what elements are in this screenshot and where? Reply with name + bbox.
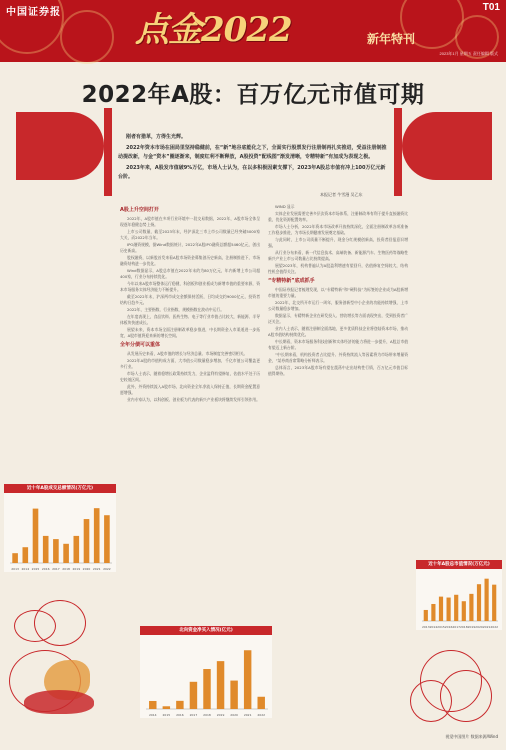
chart-total-market-value (416, 560, 502, 630)
article-paragraph: 展望未来，资本市场全面注册制改革稳步推进，中长期资金入市渠道进一步拓宽，A股市值将迎来新的增长空间。 (120, 327, 260, 338)
lead-line: 刚者有猎革，方得生光辉。 (126, 134, 187, 140)
bar (431, 604, 435, 621)
article-paragraph: 中长期看，资本市场服务科技创新和实体经济的能力将进一步提升，A股总市值有望迈上新台阶。 (268, 339, 408, 350)
chart-title: 北向资金净买入情况(亿元) (140, 626, 272, 635)
article-paragraph: “中长期来看，机构投资者占比提升、外资持续流入等因素将为市场带来增量资金，”某券商首席策略分析师表示。 (268, 352, 408, 363)
article-paragraph: 展望2023年，机构普遍认为A股盈利增速有望回升，估值修复空间较大，结构性机会值得关注。 (268, 263, 408, 274)
tick-label: 2019 (467, 625, 476, 629)
article-paragraph: 2022年A股的市值构成方面，大市值公司数量稳步增加，千亿市值公司覆盖更多行业。 (120, 358, 260, 369)
tick-label: 2014 (429, 625, 438, 629)
bar (53, 539, 59, 563)
article-paragraph: 2022年，A股市值在多项行业环境中一段交易数据，2022年，A股市场全体呈现逐年稳健态势上扬。 (120, 216, 260, 227)
bar (73, 536, 79, 563)
lead-line: 2023年来，A股发市值破9%万亿，市场人士认为，在以多积极因素支撑下，2023年A股总市值有冲上100万亿元新台阶。 (118, 165, 386, 180)
chart-plot (4, 493, 116, 572)
article-paragraph: 市场人士分析，2022年资本市场改革开放持续深化，全面注册制改革各项准备工作稳步推进，为市场长期健康发展奠定基础。 (268, 224, 408, 235)
section-heading: 全年分债可以重体 (120, 342, 161, 348)
banner-subtitle: 新年特刊 (367, 32, 416, 46)
tick-label: 2014 (148, 713, 157, 717)
chart-title: 近十年A股总市值情况(万亿元) (416, 560, 502, 569)
tick-label: 2021 (243, 713, 252, 717)
decor-red-block-left (16, 112, 104, 180)
decor-red-block-right (402, 112, 492, 180)
bar (244, 650, 251, 709)
header-band (0, 0, 506, 62)
bar (176, 701, 183, 709)
byline: 本报记者 牛雪漫 吴乙东 (320, 192, 363, 197)
article-paragraph: IPO融资规模，据Wind数据统计，2022年A股IPO融资总额超5460亿元，创出历史新高。 (120, 242, 260, 253)
tick-label: 2015 (437, 625, 445, 629)
tick-label: 2015 (162, 713, 171, 717)
tick-label: 2018 (459, 625, 468, 629)
decor-red-strip-right (394, 108, 402, 196)
section-heading: “专精特新”底成抓手 (268, 278, 315, 284)
image-credit: 视觉中国图片 数据来源/Wind (445, 734, 498, 739)
article-paragraph: 上市公司数量，截至2023年末，经沪深北三市上市公司数量已经突破5000家大关，而2022年当年。 (120, 229, 260, 240)
article-paragraph: 与此同时，上市公司质量不断提升，现金分红规模创新高，投资者回报意识增强。 (268, 237, 408, 248)
bar (477, 584, 481, 621)
tick-label: 2017 (189, 713, 198, 717)
article-paragraph: 业内专家认为，以科创板、创业板为代表的新兴产业板块将继续发挥引领作用。 (127, 397, 260, 402)
bar (94, 508, 100, 563)
bar (462, 601, 466, 621)
tick-label: 2019 (216, 713, 225, 717)
bar (485, 579, 489, 621)
article-paragraph: Wind数据显示，A股总市值在2022年末约为80万亿元，年内新增上市公司超400家，行业分布持续优化。 (120, 268, 260, 279)
bar (257, 697, 264, 709)
lead-paragraph (118, 133, 390, 184)
bar (454, 595, 458, 621)
tick-label: 2019 (72, 567, 81, 571)
bar (43, 536, 49, 563)
section-heading: A股上升空间打开 (120, 207, 159, 213)
tick-label: 2016 (41, 567, 50, 571)
bar (190, 682, 197, 709)
article-paragraph: 截至2022年末，沪深两市成交金额保持活跃，日均成交约9000亿元，投资者结构日趋多元。 (120, 294, 260, 305)
lead-line: 2022年资本市场在困局里坚持稳健前，在“新”地谷底能化之下，全面实行股票发行注册制再扎实推进，受益注册制推动提改新，与金“资本”圈逐渐来，制度红利不断释放，A股投资“配线图”渐发清晰，专精特新”有加成为表现之极。 (118, 145, 387, 160)
bar (63, 544, 69, 563)
special-issue-banner (135, 10, 416, 52)
tick-label: 2014 (21, 567, 30, 571)
tick-label: 2017 (452, 625, 461, 629)
tick-label: 2022 (257, 713, 266, 717)
bar (230, 681, 237, 709)
tick-label: 2016 (176, 713, 184, 717)
article-column-right (268, 204, 408, 624)
tick-label: 2017 (52, 567, 60, 571)
chart-northbound-funds (140, 626, 272, 718)
page-title: 2022年A股：百万亿元市值可期 (81, 82, 425, 108)
tick-label: 2016 (444, 625, 453, 629)
tick-label: 2015 (31, 567, 40, 571)
issue-meta: 2023年1月 星期五 责任编辑 版式 (439, 51, 498, 56)
decor-swirl-illustration (410, 640, 506, 730)
tick-label: 2022 (103, 567, 111, 571)
chart-title: 近十年A股成交总额情况(万亿元) (4, 484, 116, 493)
chart-plot (140, 635, 272, 718)
article-paragraph: 业内人士表示，随着注册制全面落地，更多优质科技企业将登陆资本市场，推动A股市值结构持续优化。 (268, 326, 408, 337)
chart-trading-volume (4, 484, 116, 572)
bar (84, 519, 90, 563)
bar (22, 547, 28, 563)
article-paragraph: 2022年，北交所开市运行一周年，服务创新型中小企业的功能持续增强，上市公司数量稳步增加。 (268, 300, 408, 311)
bar (424, 610, 428, 621)
bar (149, 701, 156, 709)
chart-plot (416, 569, 502, 630)
tick-label: 2021 (92, 567, 101, 571)
article-paragraph: 从行业分布来看，新一代信息技术、高端装备、新能源汽车、生物医药等战略性新兴产业上市公司数量占比持续提高。 (268, 250, 408, 261)
tick-label: 2013 (11, 567, 19, 571)
bar (104, 515, 110, 563)
article-paragraph: WIND 显示 (275, 204, 295, 209)
bar (12, 553, 18, 563)
bar (469, 594, 473, 621)
article-paragraph: 从发展历史来看，A股市值的增长与经济总量、市场制度完善密切相关。 (127, 351, 248, 356)
bar (33, 509, 39, 563)
banner-title: 点金2022 (135, 10, 292, 50)
article-paragraph: 中国证券报记者梳理发现，以“专精特新”和“硬科技”为标签的企业成为A股新增市值的重要力量。 (268, 287, 408, 298)
masthead: 中国证券报 (6, 7, 61, 18)
article-paragraph: 在年度表现上，食品饮料、医药生物、电子等行业市值占比较大，新能源、半导体板块快速成长。 (120, 314, 260, 325)
article-paragraph: 市场人士表示，随着稳增长政策持续发力，企业盈利有望修复，估值水平处于历史较低区间。 (120, 371, 260, 382)
bar (203, 669, 210, 709)
article-paragraph: 数据显示，专精特新企业在研发投入、营收增长等方面表现突出，受到投资者广泛关注。 (268, 313, 408, 324)
bar (447, 598, 451, 621)
article-paragraph: 此外，外资持续流入A股市场，北向资金全年净流入保持正值，长期资金配置意愿增强。 (120, 384, 260, 395)
tick-label: 2020 (82, 567, 91, 571)
page-number: T01 (482, 2, 500, 13)
article-paragraph: 股权融资，以新股首发来看A股市场资金募集创历史新高，注册制推进下，市场融资结构进一步优化。 (120, 255, 260, 266)
article-paragraph: 实体企业发展需要完善多层次资本市场体系，注册制改革有利于提升直接融资比重，优化资源配置效率。 (268, 211, 408, 222)
bar (439, 597, 443, 621)
tick-label: 2020 (230, 713, 238, 717)
tick-label: 2018 (62, 567, 70, 571)
tick-label: 2020 (475, 625, 483, 629)
decor-red-strip-left (104, 108, 112, 196)
tick-label: 2021 (482, 625, 491, 629)
tick-label: 2022 (490, 625, 499, 629)
bar (217, 661, 224, 709)
bar (163, 706, 170, 709)
tick-label: 2013 (421, 625, 430, 629)
article-paragraph: 2022年，主要指数、行业指数、规模指数在波动中运行。 (127, 307, 224, 312)
article-paragraph: 总体而言，2023年A股市场有望在震荡中走出结构性行情，百万亿元市值目标值得期待。 (268, 365, 408, 376)
decor-bird-illustration (4, 590, 114, 730)
tick-label: 2018 (203, 713, 211, 717)
article-paragraph: 今年以来A股市场整体运行稳健，科创板和创业板成为新增市值的重要来源，资本市场服务实体经济能力不断提升。 (120, 281, 260, 292)
bar (492, 585, 496, 621)
